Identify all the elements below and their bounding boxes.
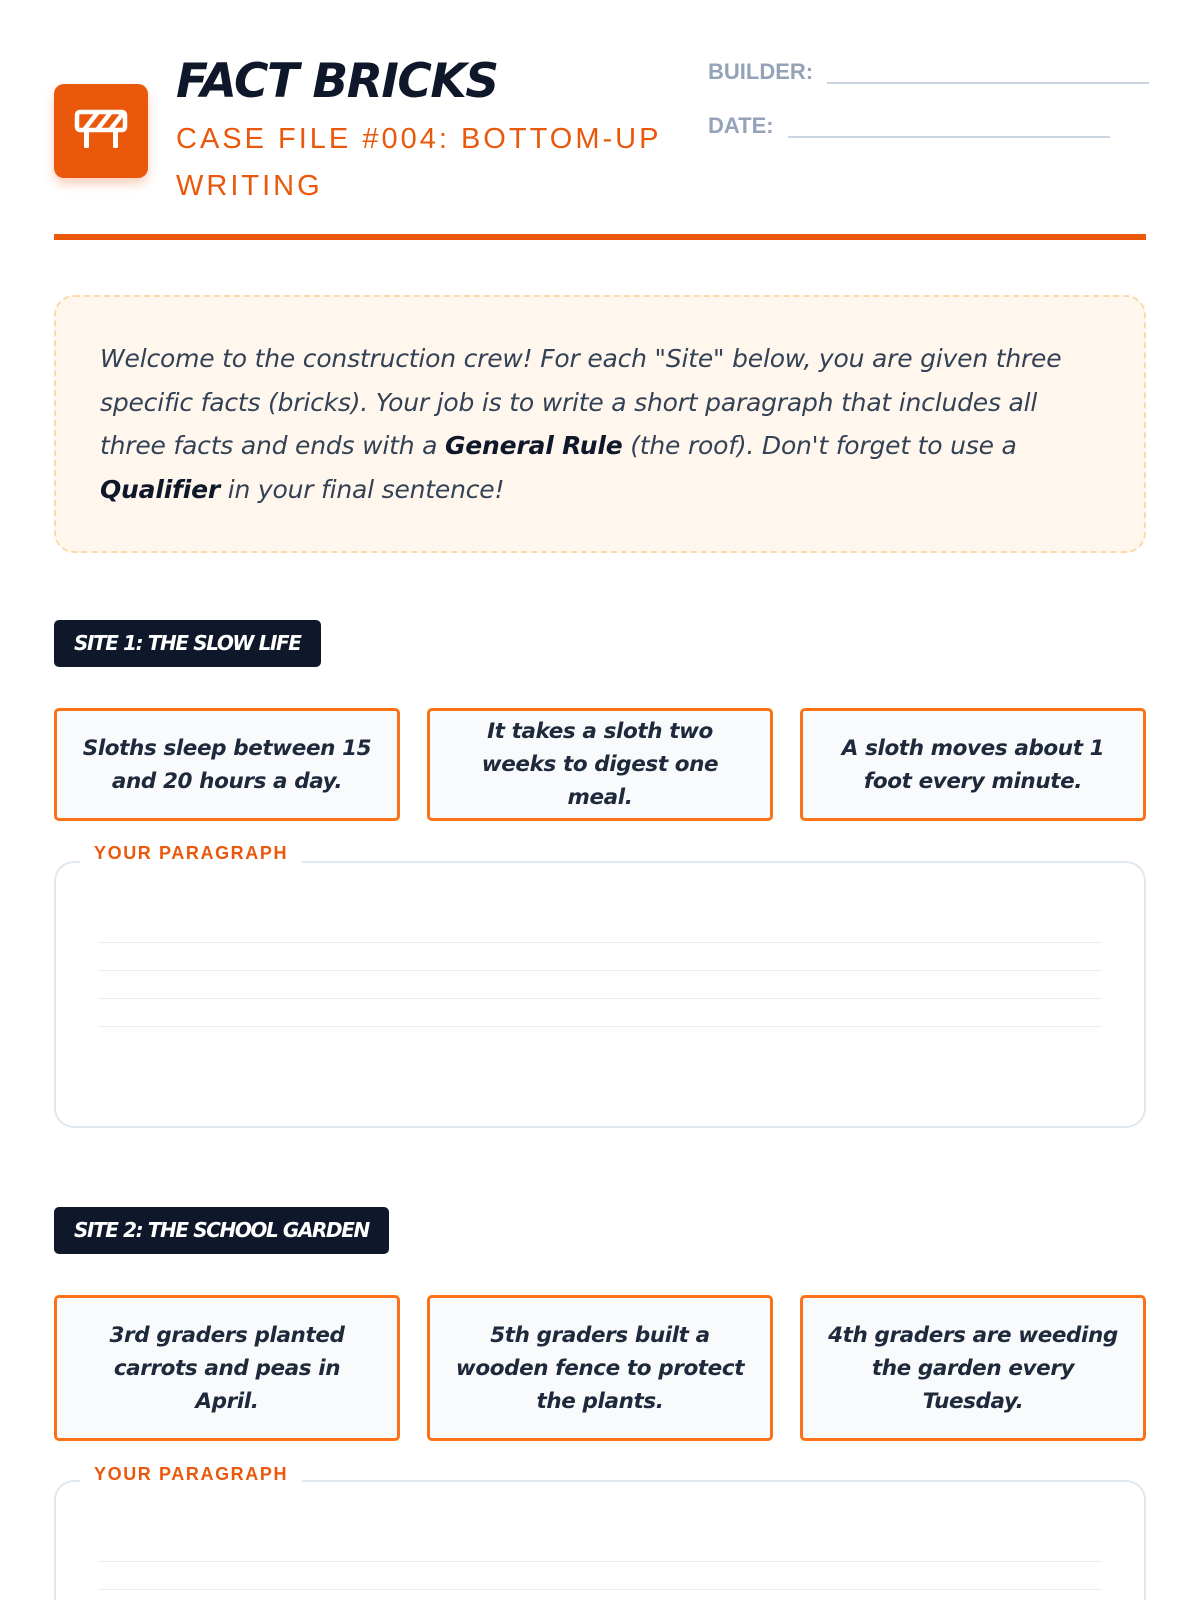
instructions-box [54,295,1146,553]
fact-bricks-row [54,708,1146,821]
fact-bricks-row [54,1295,1146,1441]
instructions-text-part: in your final sentence! [220,474,505,504]
paragraph-label: YOUR PARAGRAPH [80,842,302,864]
site-section [54,620,1146,863]
fact-brick: 3rd graders planted carrots and peas in April. [54,1295,400,1441]
site-section [54,1207,1146,1484]
instructions-text [100,337,1100,511]
fact-brick: 5th graders built a wooden fence to protect the plants. [427,1295,773,1441]
writing-line [98,1589,1102,1590]
instructions-text-part: (the roof). Don't forget to use a [622,431,1017,460]
header-divider [54,234,1146,240]
writing-line [98,942,1102,943]
logo-badge [54,84,148,178]
page-title: FACT BRICKS [176,54,498,109]
builder-field [708,58,1149,86]
fact-brick: A sloth moves about 1 foot every minute. [800,708,1146,821]
qualifier-term: Qualifier [100,474,220,504]
site-title: SITE 1: THE SLOW LIFE [54,620,321,667]
general-rule-term: General Rule [444,431,623,460]
writing-line [98,1026,1102,1027]
fact-brick: Sloths sleep between 15 and 20 hours a day. [54,708,400,821]
writing-line [98,998,1102,999]
roadblock-barrier-icon [73,106,129,157]
paragraph-writing-area[interactable] [54,1480,1146,1600]
paragraph-label: YOUR PARAGRAPH [80,1463,302,1485]
writing-line [98,1561,1102,1562]
fact-brick: It takes a sloth two weeks to digest one meal. [427,708,773,821]
site-title: SITE 2: THE SCHOOL GARDEN [54,1207,389,1254]
builder-label: BUILDER: [708,59,814,84]
instructions-text-part: Welcome to the construction crew! For each "Site" below, you are given three specific facts (bricks). Your job is to write a short paragraph that includes all three facts and ends with a [100,344,1062,460]
date-field [708,112,1110,140]
header [54,50,1146,236]
date-write-line[interactable] [788,136,1110,138]
builder-write-line[interactable] [827,82,1149,84]
fact-brick: 4th graders are weeding the garden every Tuesday. [800,1295,1146,1441]
paragraph-writing-area[interactable] [54,861,1146,1128]
date-label: DATE: [708,113,774,138]
case-file-subtitle: CASE FILE #004: BOTTOM-UP WRITING [176,123,661,202]
writing-line [98,970,1102,971]
